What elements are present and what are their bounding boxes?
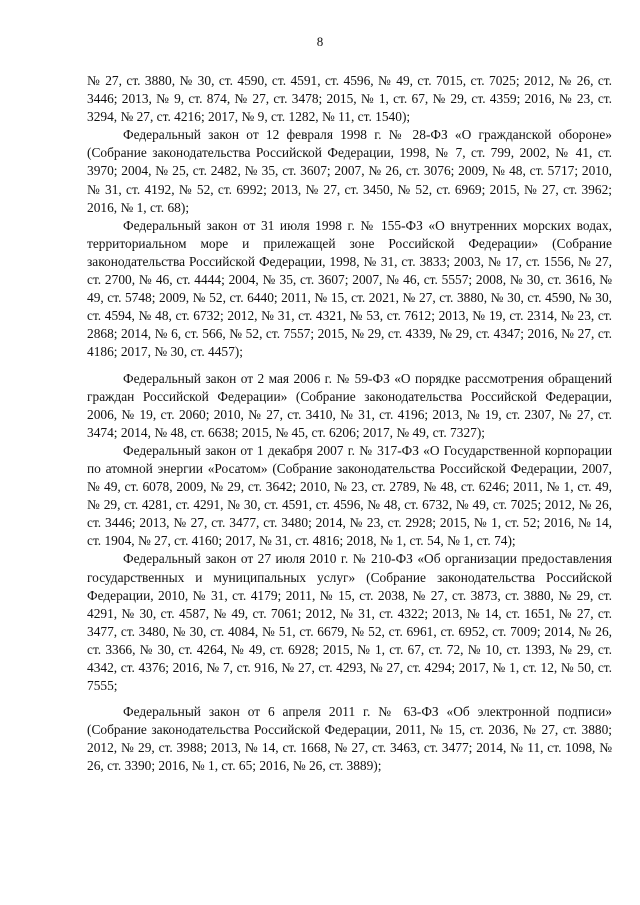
paragraph-law-rosatom: Федеральный закон от 1 декабря 2007 г. № 317-ФЗ «О Государственной корпорации по атомной энергии «Росатом» (Собрание законодательства Российской Федерации, 2007, № 49, ст. 6078, 2009, № 29, ст. 3642; 2010, № 23, ст. 2789, № 48, ст. 6246; 2011, № 1, ст. 49, № 29, ст. 4281, ст. 4291, № 30, ст. 4591, ст. 4596, № 48, ст. 6732, № 49, ст. 7025; 2012, № 26, ст. 3446; 2013, № 27, ст. 3477, ст. 3480; 2014, № 23, ст. 2928; 2015, № 1, ст. 52; 2016, № 14, ст. 1904, № 27, ст. 4160; 2017, № 31, ст. 4816; 2018, № 1, ст. 54, № 1, ст. 74); [87,442,612,549]
paragraph-law-citizen-appeals: Федеральный закон от 2 мая 2006 г. № 59-ФЗ «О порядке рассмотрения обращений граждан Российской Федерации» (Собрание законодательства Российской Федерации, 2006, № 19, ст. 2060; 2010, № 27, ст. 3410, № 31, ст. 4196; 2013, № 19, ст. 2307, № 27, ст. 3474; 2014, № 48, ст. 6638; 2015, № 45, ст. 6206; 2017, № 49, ст. 7327); [87,370,612,440]
paragraph-law-electronic-signature: Федеральный закон от 6 апреля 2011 г. № 63-ФЗ «Об электронной подписи» (Собрание законодательства Российской Федерации, 2011, № 15, ст. 2036, № 27, ст. 3880; 2012, № 29, ст. 3988; 2013, № 14, ст. 1668, № 27, ст. 3463, ст. 3477; 2014, № 11, ст. 1098, № 26, ст. 3390; 2016, № 1, ст. 65; 2016, № 26, ст. 3889); [87,704,612,774]
paragraph-law-public-services: Федеральный закон от 27 июля 2010 г. № 210-ФЗ «Об организации предоставления государственных и муниципальных услуг» (Собрание законодательства Российской Федерации, 2010, № 31, ст. 4179; 2011, № 15, ст. 2038, № 27, ст. 3873, ст. 3880, № 29, ст. 4291, № 30, ст. 4587, № 49, ст. 7061; 2012, № 31, ст. 4322; 2013, № 14, ст. 1651, № 27, ст. 3477, ст. 3480, № 30, ст. 4084, № 51, ст. 6679, № 52, ст. 6961, ст. 6952, ст. 7009; 2014, № 26, ст. 3366, № 30, ст. 4264, № 49, ст. 6928; 2015, № 1, ст. 67, ст. 72, № 10, ст. 1393, № 29, ст. 4342, ст. 4376; 2016, № 7, ст. 916, № 27, ст. 4293, № 27, ст. 4294; 2017, № 1, ст. 12, № 50, ст. 7555; [87,551,612,694]
document-body [87,72,612,776]
paragraph-law-civil-defense: Федеральный закон от 12 февраля 1998 г. № 28-ФЗ «О гражданской обороне» (Собрание законодательства Российской Федерации, 1998, № 7, ст. 799, 2002, № 41, ст. 3970; 2004, № 25, ст. 2482, № 35, ст. 3607; 2007, № 26, ст. 3076; 2009, № 48, ст. 5717; 2010, № 31, ст. 4192, № 52, ст. 6992; 2013, № 27, ст. 3450, № 52, ст. 6969; 2015, № 27, ст. 3962; 2016, № 1, ст. 68); [87,127,612,215]
paragraph-continuation: № 27, ст. 3880, № 30, ст. 4590, ст. 4591, ст. 4596, № 49, ст. 7015, ст. 7025; 2012, № 26, ст. 3446; 2013, № 9, ст. 874, № 27, ст. 3478; 2015, № 1, ст. 67, № 29, ст. 4359; 2016, № 23, ст. 3294, № 27, ст. 4216; 2017, № 9, ст. 1282, № 11, ст. 1540); [87,73,612,125]
paragraph-law-internal-waters: Федеральный закон от 31 июля 1998 г. № 155-ФЗ «О внутренних морских водах, территориальном море и прилежащей зоне Российской Федерации» (Собрание законодательства Российской Федерации, 1998, № 31, ст. 3833; 2003, № 17, ст. 1556, № 27, ст. 2700, № 46, ст. 4444; 2004, № 35, ст. 3607; 2007, № 46, ст. 5557; 2008, № 30, ст. 3616, № 49, ст. 5748; 2009, № 52, ст. 6440; 2011, № 15, ст. 2021, № 27, ст. 3880, № 30, ст. 4590, № 30, ст. 4594, № 48, ст. 6732; 2012, № 31, ст. 4321, № 53, ст. 7612; 2013, № 19, ст. 2314, № 23, ст. 2868; 2014, № 6, ст. 566, № 52, ст. 7557; 2015, № 29, ст. 4339, № 29, ст. 4347; 2016, № 27, ст. 4186; 2017, № 30, ст. 4457); [87,217,612,360]
page-number: 8 [316,34,324,49]
